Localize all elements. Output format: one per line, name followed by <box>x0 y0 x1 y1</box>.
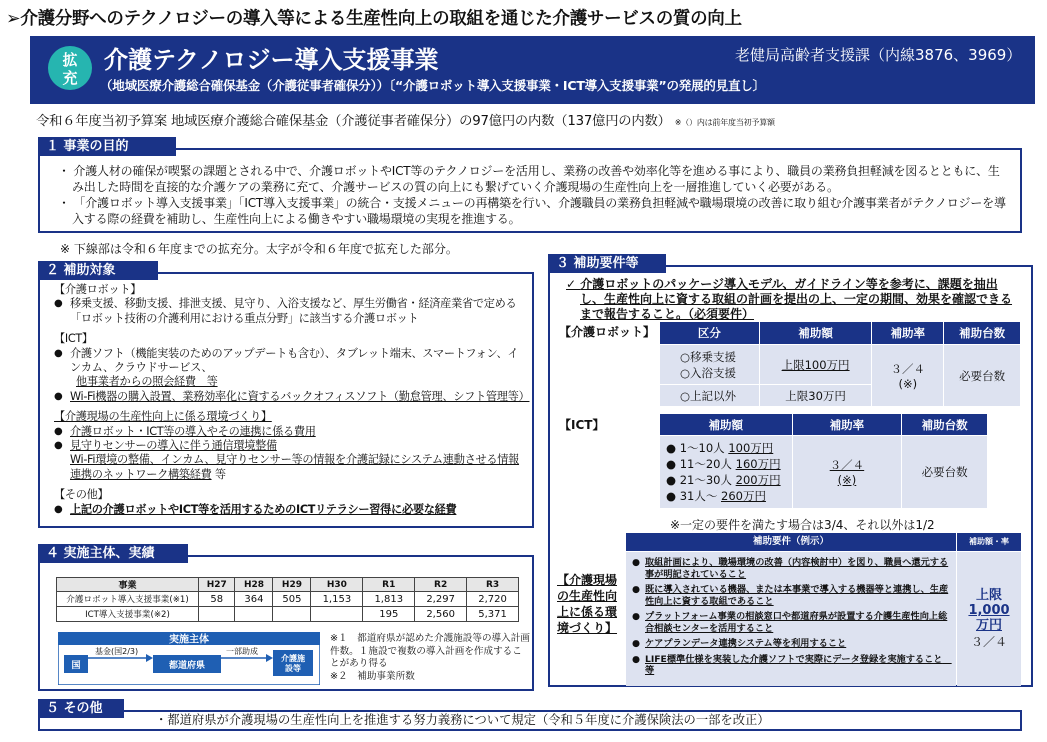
ict-caption: 【ICT】 <box>54 332 93 346</box>
col-header: H28 <box>235 578 273 592</box>
budget-text: 令和６年度当初予算案 地域医療介護総合確保基金（介護従事者確保分）の97億円の内数（137億円の内数） <box>36 114 671 129</box>
section-heading-target: ２ 補助対象 <box>38 261 158 280</box>
env-item: ● 介護ロボット・ICT等の導入やその連携に係る費用 <box>54 425 524 439</box>
table-cell: 505 <box>273 592 311 607</box>
footnote: ※２ 補助事業所数 <box>330 670 415 682</box>
env-table-header-amount: 補助額・率 <box>957 533 1021 551</box>
purpose-bullet: ・ 介護人材の確保が喫緊の課題とされる中で、介護ロボットやICT等のテクノロジーを活用し、業務の改善や効率化等を進める事により、職員の業務負担軽減を図るとともに、生み出した時間を直接的な介護ケアの業務に充て、介護サービスの質の向上にも繋げていく介護現場の生産性向上を一層推進していく必要がある。 <box>58 164 1000 194</box>
col-header: 区分 <box>660 322 760 345</box>
amount-line: 1,000 <box>968 603 1010 618</box>
env-amount <box>957 552 1021 686</box>
list-item: ● 11〜20人 160万円 <box>666 457 781 471</box>
section-subsidy-target <box>38 272 534 528</box>
col-header: 補助額 <box>759 322 872 345</box>
ict-requirements-table <box>659 413 988 509</box>
env-table-header: 補助要件（例示） <box>626 533 956 551</box>
table-cell: ICT導入支援事業(※2) <box>57 607 199 622</box>
funding-flow-diagram <box>58 632 320 685</box>
staff-range: 31人〜 <box>679 489 718 503</box>
table-cell: 2,560 <box>415 607 467 622</box>
table-cell: 58 <box>199 592 235 607</box>
table-cell <box>792 436 902 509</box>
col-header: 事業 <box>57 578 199 592</box>
staff-range: 21〜30人 <box>679 473 732 487</box>
env-caption: 【介護現場の生産性向上に係る環境づくり】 <box>54 410 272 424</box>
env-item-detail: Wi-Fi環境の整備、インカム、見守りセンサー等の情報を介護記録にシステム連動させる情報連携のネットワーク構築経費 <box>70 453 520 481</box>
col-header: R2 <box>415 578 467 592</box>
ict-item <box>54 347 524 390</box>
expansion-badge <box>48 46 92 90</box>
table-cell: 必要台数 <box>902 436 988 509</box>
category: ○入浴支援 <box>680 365 737 380</box>
ict-item-text: 介護ソフト（機能実装のためのアップデートも含む）、タブレット端末、スマートフォン、インカム、クラウドサービス、 <box>70 346 519 375</box>
col-header: R3 <box>467 578 519 592</box>
budget-line <box>36 110 775 129</box>
rate: ３／４ <box>890 361 926 376</box>
staff-range: 1〜10人 <box>679 441 725 455</box>
col-header: 補助率 <box>792 414 902 436</box>
other-item: ● 上記の介護ロボットやICT等を活用するためのICTリテラシー習得に必要な経費 <box>54 503 524 517</box>
flow-partial: 一部助成 <box>226 647 258 656</box>
flow-facility: 介護施 <box>281 654 305 663</box>
env-item <box>54 439 524 482</box>
robot-caption: 【介護ロボット】 <box>54 283 142 296</box>
table-cell <box>235 607 273 622</box>
col-header: 補助額 <box>660 414 793 436</box>
table-cell: 必要台数 <box>944 345 1021 407</box>
program-subtitle: （地域医療介護総合確保基金（介護従事者確保分））〔“介護ロボット導入支援事業・ICT導入支援事業”の発展的見直し〕 <box>100 78 765 93</box>
flow-country: 国 <box>71 661 81 671</box>
amount: 160万円 <box>735 457 781 471</box>
table-cell: 195 <box>363 607 415 622</box>
program-title: 介護テクノロジー導入支援事業 <box>104 46 439 74</box>
rate: ３／４ <box>829 458 865 472</box>
list-item: ● ケアプランデータ連携システム等を利用すること <box>632 638 952 650</box>
list-item: ● 31人〜 260万円 <box>666 489 766 503</box>
table-cell <box>199 607 235 622</box>
amount: 200万円 <box>735 473 781 487</box>
ict-item-wifi: ● Wi-Fi機器の購入設置、業務効率化に資するバックオフィスソフト（勤怠管理、シフト管理等） <box>54 390 524 404</box>
amount: 100万円 <box>728 441 774 455</box>
table-cell: 2,720 <box>467 592 519 607</box>
list-item: ● 21〜30人 200万円 <box>666 473 781 487</box>
table-cell: 364 <box>235 592 273 607</box>
list-item: ● 取組計画により、職場環境の改善（内容検討中）を図り、職員へ還元する事が明記されていること <box>632 557 952 580</box>
staff-range: 11〜20人 <box>679 457 732 471</box>
ict-label: 【ICT】 <box>559 418 605 432</box>
robot-item: ● 移乗支援、移動支援、排泄支援、見守り、入浴支援など、厚生労働省・経済産業省で定める「ロボット技術の介護利用における重点分野」に該当する介護ロボット <box>54 297 524 326</box>
flow-prefecture: 都道府県 <box>168 661 206 671</box>
section-heading-requirements: ３ 補助要件等 <box>548 254 666 273</box>
table-cell: 上限100万円 <box>759 345 872 385</box>
table-cell: ○上記以外 <box>660 385 760 407</box>
list-item: ● LIFE標準仕様を実装した介護ソフトで実際にデータ登録を実施すること 等 <box>632 654 952 677</box>
col-header: H30 <box>311 578 363 592</box>
department-contact: 老健局高齢者支援課（内線3876、3969） <box>735 46 1022 64</box>
amount: 260万円 <box>721 489 766 503</box>
robot-requirements-table <box>659 321 1021 407</box>
section-heading-other: ５ その他 <box>38 699 124 718</box>
rate-note: (※) <box>898 376 918 391</box>
badge-char-1: 拡 <box>62 51 78 69</box>
list-item: ● プラットフォーム事業の相談窓口や都道府県が設置する介護生産性向上総合相談センターを活用すること <box>632 611 952 634</box>
list-item: ● 1〜10人 100万円 <box>666 441 774 455</box>
env-requirements <box>626 552 956 686</box>
budget-note: ※（）内は前年度当初予算額 <box>674 118 775 127</box>
table-row <box>57 592 519 607</box>
check-icon: ✓ <box>566 277 581 291</box>
amount-line: 万円 <box>975 618 1002 633</box>
col-header: 補助率 <box>872 322 944 345</box>
env-rate: ３／４ <box>970 635 1007 649</box>
col-header: R1 <box>363 578 415 592</box>
col-header: 補助台数 <box>902 414 988 436</box>
page-title: ➢介護分野へのテクノロジーの導入等による生産性向上の取組を通じた介護サービスの質の向上 <box>6 9 742 29</box>
col-header: H27 <box>199 578 235 592</box>
rate-note: (※) <box>837 473 857 487</box>
col-header: H29 <box>273 578 311 592</box>
footnotes <box>330 633 530 683</box>
env-item-text: 見守りセンサーの導入に伴う通信環境整備 <box>70 439 277 453</box>
table-cell: 介護ロボット導入支援事業(※1) <box>57 592 199 607</box>
section-other: ・都道府県が介護現場の生産性向上を推進する努力義務について規定（令和５年度に介護保険法の一部を改正） <box>38 710 1022 731</box>
table-cell <box>872 345 944 407</box>
table-cell <box>660 345 760 385</box>
ict-amounts <box>660 436 793 509</box>
requirement-main <box>566 277 1016 322</box>
section-purpose <box>38 148 1022 233</box>
table-cell: 2,297 <box>415 592 467 607</box>
results-table <box>56 577 519 622</box>
robot-label: 【介護ロボット】 <box>559 325 656 339</box>
purpose-bullet: ・ 「介護ロボット導入支援事業」「ICT導入支援事業」の統合・支援メニューの再構築を行い、介護職員の業務負担軽減や職場環境の改善に取り組む介護事業者がテクノロジーを導入する際の経費を補助し、生産性向上による働きやすい職場環境の実現を推進する。 <box>58 196 1006 226</box>
flow-facility: 設等 <box>285 664 301 673</box>
table-cell: 1,153 <box>311 592 363 607</box>
table-cell: 上限30万円 <box>759 385 872 407</box>
list-item: ● 既に導入されている機器、または本事業で導入する機器等と連携し、生産性向上に資する取組であること <box>632 584 952 607</box>
table-row <box>57 607 519 622</box>
section-heading-purpose: １ 事業の目的 <box>38 137 176 156</box>
ict-rate-note: ※一定の要件を満たす場合は3/4、それ以外は1/2 <box>670 518 935 532</box>
category: ○移乗支援 <box>680 349 737 364</box>
footnote: ※１ 都道府県が認めた介護施設等の導入計画件数。１施設で複数の導入計画を作成することがあり得る <box>330 633 530 669</box>
requirement-text: 介護ロボットのパッケージ導入モデル、ガイドライン等を参考に、課題を抽出し、生産性向上に資する取組の計画を提出の上、一定の期間、効果を確認できるまで報告すること。（必須要件） <box>580 277 1013 321</box>
table-cell: 5,371 <box>467 607 519 622</box>
env-item-etc: 等 <box>214 467 226 481</box>
badge-char-2: 充 <box>62 69 78 87</box>
flow-fund: 基金(国2/3) <box>95 647 139 656</box>
col-header: 補助台数 <box>944 322 1021 345</box>
env-label: 【介護現場の生産性向上に係る環境づくり】 <box>557 573 618 635</box>
underline-note: ※ 下線部は令和６年度までの拡充分。太字が令和６年度で拡充した部分。 <box>60 242 458 256</box>
table-cell <box>311 607 363 622</box>
ict-item-underlined: 他事業者からの照会経費 等 <box>76 375 218 389</box>
amount-line: 上限 <box>975 588 1002 603</box>
flow-header: 実施主体 <box>169 634 209 646</box>
section-heading-implementation: ４ 実施主体、実績 <box>38 544 188 563</box>
other-caption: 【その他】 <box>54 488 109 502</box>
table-cell <box>273 607 311 622</box>
table-cell: 1,813 <box>363 592 415 607</box>
